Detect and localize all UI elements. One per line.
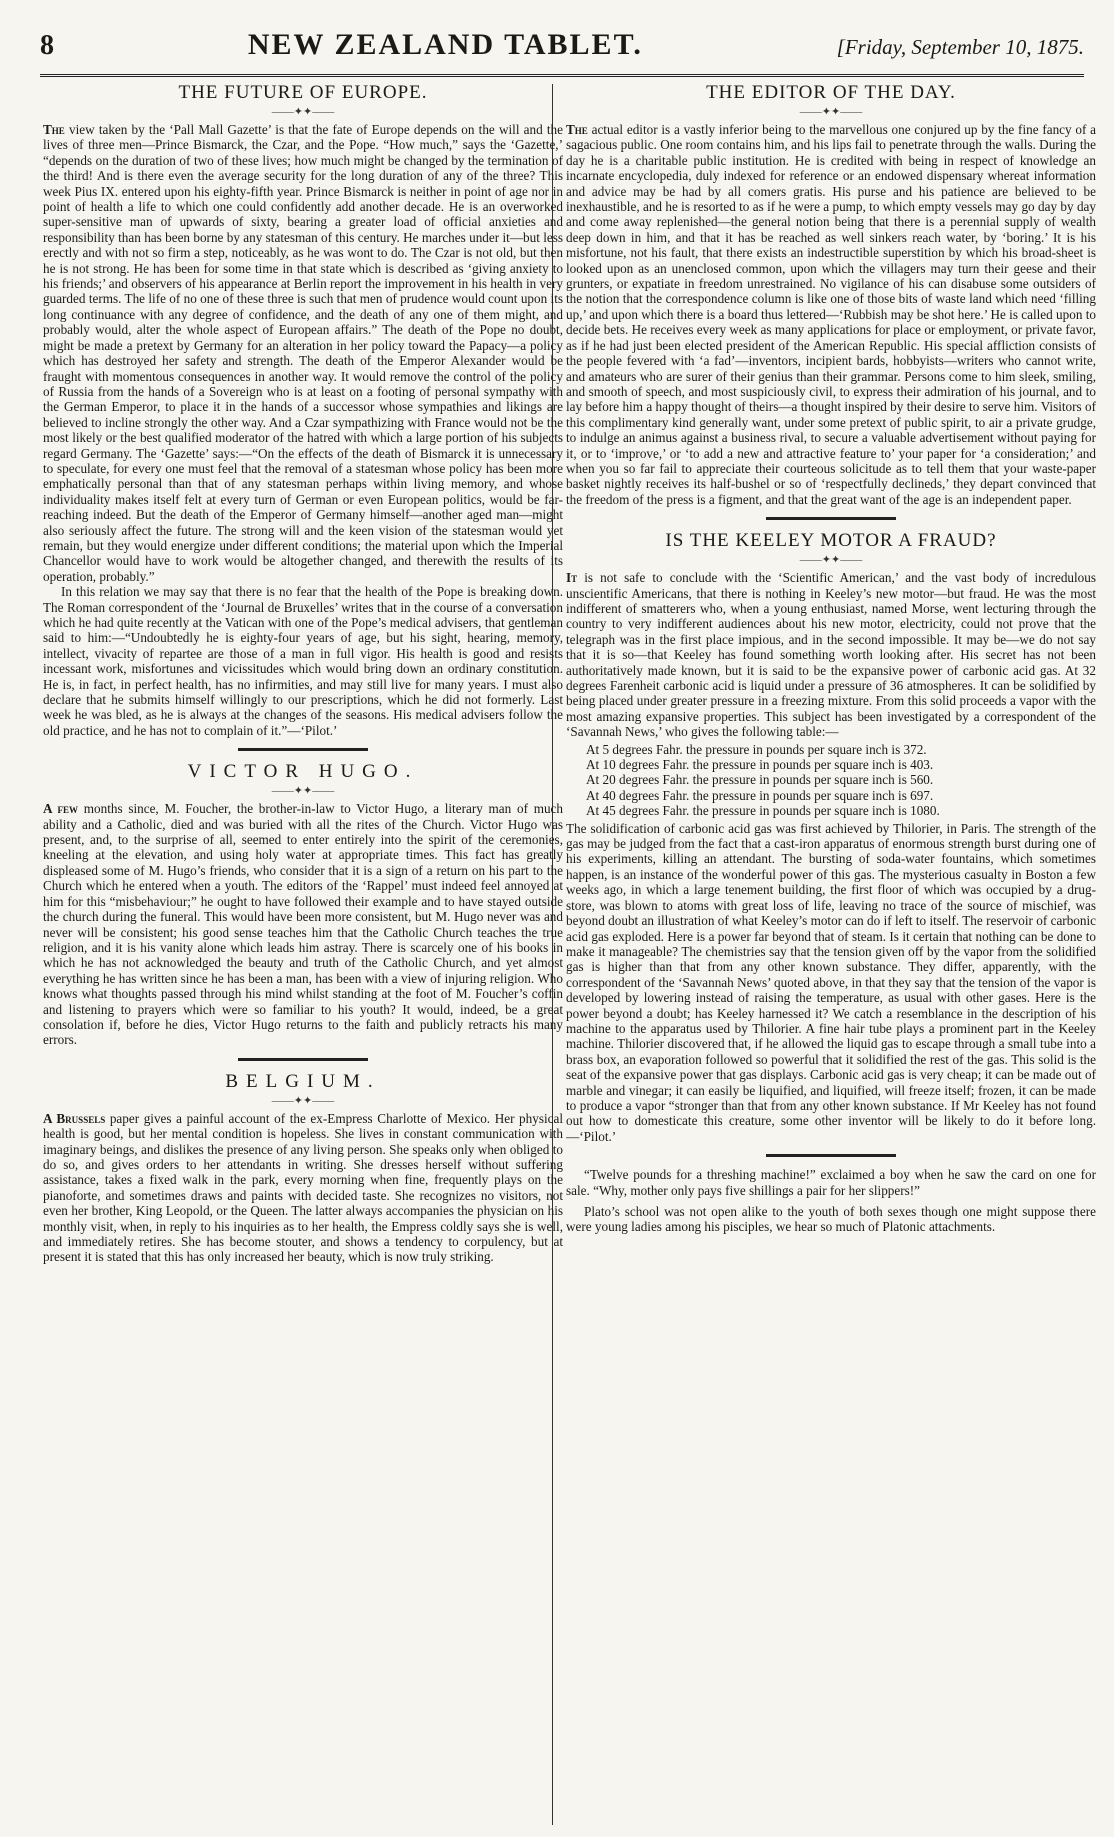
article-heading: THE FUTURE OF EUROPE.: [178, 82, 428, 103]
article-paragraph: [43, 1111, 563, 1265]
table-row: At 20 degrees Fahr. the pressure in pounds per square inch is 560.: [586, 772, 934, 788]
ornament-rule: ——✦✦——: [799, 106, 863, 118]
table-row: At 5 degrees Fahr. the pressure in pounds per square inch is 372.: [586, 741, 927, 757]
lead-word: The: [566, 122, 588, 137]
lead-word: A Brussels: [43, 1110, 106, 1126]
article-paragraph: [566, 122, 1096, 507]
ornament-rule: ——✦✦——: [271, 1094, 335, 1107]
issue-date: [Friday, September 10, 1875.: [836, 35, 1084, 59]
paper-name: NEW ZEALAND TABLET.: [247, 28, 643, 61]
article-keeley-motor: [566, 530, 1096, 1144]
article-paragraph: [43, 122, 563, 584]
lead-word: It: [566, 570, 578, 586]
section-separator: [766, 517, 896, 520]
ornament-rule: ——✦✦——: [799, 554, 863, 567]
article-paragraph: The solidification of carbonic acid gas was first achieved by Thilorier, in Paris. The strength of the gas may be judged from the fact that a cast-iron apparatus of enormous strength burst during one of his experiments, killing an attendant. The bursting of soda-water fountains, which sometimes happen, is an instance of the wonderful power of this gas. The mysterious casualty in Boston a few weeks ago, in which a large tenement building, the first floor of which was occupied by a drug-store, was blown to atoms with great loss of life, leaving no trace of the source of mischief, was beyond doubt an illustration of what Keeley’s motor can do if left to itself. The reservoir of carbonic acid gas exploded. Here is a power far beyond that of steam. Is it certain that nothing can be done to make it manageable? The chemistries say that the tension given off by the vapor from the solidified gas is higher than that from any other known substance. They differ, apparently, with the correspondent of the ‘Savannah News’ quoted above, in that they say that the tension of the vapor is developed by lowering instead of raising the temperature, as usual with other gases. Here is the power beyond a doubt; has Keeley harnessed it? We catch a resemblance in the description of his machine to the apparatus used by Thilorier. A fine hair tube plays a prominent part in the Keeley machine. Thilorier discovered that, if he allowed the liquid gas to escape through a small tube into a brass box, an evaporation followed so powerful that it solidified the rest of the gas. This solid is the seat of the expansive power that gas displays. Carbonic acid gas is very cheap; it can be made out of marble and vinegar; it can easily be liquified, and liquified, will freeze itself; frozen, it can be made to produce a vapor “stronger than that from any other known substance. If Mr Keeley has not found out how to domesticate this creature, some other inventor will be likely to do it before long.—‘Pilot.’: [566, 820, 1096, 1144]
article-belgium: [43, 1071, 563, 1265]
article-heading: VICTOR HUGO.: [187, 761, 419, 783]
article-paragraph: [566, 570, 1096, 739]
paragraph-text: months since, M. Foucher, the brother-in-law to Victor Hugo, a literary man of much ability and a Catholic, died and was buried with all the rites of the Church. Victor Hugo was present, and, to the surprise of all, seemed to enter entirely into the spirit of the ceremonies, kneeling at the elevation, and using holy water at appropriate times. This fact has greatly displeased some of M. Hugo’s friends, who consider that it is a sign of a return on his part to the Church which he entered when a youth. The editors of the ‘Rappel’ must indeed feel annoyed at him for this “misbehaviour;” he ought to have followed their example and to have stayed outside the church during the funeral. This would have been more consistent, but M. Hugo never was and never will be consistent; his good sense teaches him that the Catholic Church teaches the true religion, and it is his vanity alone which leads him astray. There is scarcely one of his books in which he has not acknowledged the beauty and truth of the Catholic Church, and yet almost everything he has written since he has been a man, has been with a view of injuring religion. Who knows what thoughts passed through his mind whilst standing at the foot of M. Foucher’s coffin and listening to prayers which were so familiar to his youth? It would, indeed, be a great consolation if, before he dies, Victor Hugo returns to the faith and publicly retracts his many errors.: [43, 801, 563, 1048]
article-paragraph: In this relation we may say that there is no fear that the health of the Pope is breaking down. The Roman correspondent of the ‘Journal de Bruxelles’ writes that in the course of a conversation which he had quite recently at the Vatican with one of the Pope’s medical advisers, that gentleman said to him:—“Undoubtedly he is eighty-four years of age, but his sight, hearing, memory, intellect, vivacity of repartee are those of a man in full vigor. His health is good and resists incessant work, misfortunes and vicissitudes which would bring down an ordinary constitution. He is, in fact, in perfect health, has no infirmities, and may still live for many years. I must also declare that he submits himself willingly to our prescriptions, which he did not formerly. Last week he was bled, as he is always at the changes of the seasons. His medical advisers follow the old practice, and he has not to complain of it.”—‘Pilot.’: [43, 584, 563, 738]
section-separator: [238, 748, 368, 751]
right-column: [566, 82, 1096, 1825]
anecdote-plato: Plato’s school was not open alike to the youth of both sexes though one might suppose there were young ladies among his pisciples, we hear so much of Platonic attachments.: [566, 1204, 1096, 1235]
masthead: [40, 28, 1084, 70]
page-number: 8: [40, 30, 54, 61]
lead-word: The: [43, 122, 65, 137]
section-separator: [238, 1058, 368, 1061]
lead-word: A few: [43, 801, 79, 817]
left-column: [43, 82, 563, 1825]
article-paragraph: [43, 801, 563, 1048]
article-heading: THE EDITOR OF THE DAY.: [706, 82, 956, 103]
paragraph-text: is not safe to conclude with the ‘Scientific American,’ and the vast body of incredulous unscientific Americans, that there is nothing in Keeley’s new motor—but fraud. He was the most indifferent of smatterers who, when a young enthusiast, named Morse, went lecturing through the country to very indifferent audiences about his new motor, electricity, could not prove that the telegraph was in the first place impious, and in the second impossible. It may be—we do not say that it is so—that Keeley has found something worth looking after. His secret has not been authoritatively made known, but it is said to be the expansive power of carbonic acid gas. At 32 degrees Farenheit carbonic acid is liquid under a pressure of 36 atmospheres. It can be solidified by being placed under greater pressure in a freezing mixture. From this solid proceeds a vapor with the most amazing expansive properties. This subject has been investigated by a correspondent of the ‘Savannah News,’ who gives the following table:—: [566, 570, 1096, 740]
paragraph-text: actual editor is a vastly inferior being to the marvellous one conjured up by the fine fancy of a sagacious public. One room contains him, and his lips fail to penetrate through the walls. During the day he is a charitable public institution. He is credited with being in respect of knowledge an incarnate encyclopedia, duly indexed for reference or an endowed dispensary whereat information and advice may be had by all comers gratis. His purse and his patience are believed to be inexhaustible, and he is resorted to as if he were a pump, to which empty vessels may go day by day and come away replenished—the general notion being that there is a perennial supply of wealth deep down in him, and that it has be reached as well sinkers reach water, by ‘boring.’ It is his misfortune, not his fault, that there exists an indestructible superstition by which his broad-sheet is looked upon as an unenclosed common, upon which the villagers may turn their geese and their grunters, or expatiate in freedom unrestrained. No vigilance of his can disabuse some outsiders of the notion that the correspondence column is like one of those bits of waste land which need ‘filling up,’ and upon which there is a board thus lettered—‘Rubbish may be shot here.’ He is called upon to decide bets. He receives every week as many applications for place or employment, or private favor, as if he had just been elected president of the American Republic. His special affliction consists of the people fevered with ‘a fad’—inventors, incipient bards, hobbyists—writers who cannot write, and amateurs who are surer of their genius than their grammar. Persons come to him sleek, smiling, and smooth of speech, and most suspiciously civil, to express their admiration of his journal, and to lay before him a happy thought of theirs—a thought inspired by their desire to serve him. Visitors of this complimentary kind generally want, under some pretext of public spirit, to air a private grudge, to indulge an animus against a business rival, to secure a valuable advertisement without paying for it, or to ‘improve,’ or ‘to add a new and attractive feature to’ your paper for ‘a consideration;’ and when you so far fail to appreciate their courteous solicitude as to tell them that your waste-paper basket nightly receives its half-bushel or so of ‘respectfully declineds,’ they depart convinced that the freedom of the press is a figment, and that the great want of the age is an independent paper.: [566, 122, 1096, 507]
pressure-table: [586, 742, 1096, 819]
article-victor-hugo: [43, 761, 563, 1048]
table-row: At 10 degrees Fahr. the pressure in pounds per square inch is 403.: [586, 757, 934, 773]
ornament-rule: ——✦✦——: [271, 106, 335, 118]
anecdote-threshing-machine: “Twelve pounds for a threshing machine!” exclaimed a boy when he saw the card on one for sale. “Why, mother only pays five shillings a pair for her slippers!”: [566, 1167, 1096, 1198]
section-separator: [766, 1154, 896, 1157]
paragraph-text: view taken by the ‘Pall Mall Gazette’ is that the fate of Europe depends on the will and the lives of three men—Prince Bismarck, the Czar, and the Pope. “How much,” says the ‘Gazette,’ “depends on the duration of two of these lives; how much might be changed by the termination of the third! And is there even the average security for the long duration of any of the three? This week Pius IX. entered upon his eighty-fifth year. Prince Bismarck is neither in point of age nor in point of health a life to which one could confidently add another decade. He is an overworked super-sensitive man of upwards of sixty, bearing a greater load of official anxieties and responsibility than has been borne by any statesman of this century. He marches under it—but less erectly and with not so firm a step, noticeably, as he was wont to do. The Czar is not old, but then he is not strong. He has been for some time in that state which is described as ‘giving anxiety to his friends;’ and observers of his appearance at Berlin report the improvement in his health in very guarded terms. The life of no one of these three is such that men of prudence would count upon its long continuance with any degree of confidence, and the death of any one of them might, and probably would, alter the whole aspect of European affairs.” The death of the Pope no doubt, might be made a pretext by Germany for an alteration in her policy toward the Papacy—a policy which has destroyed her safety and strength. The death of the Emperor Alexander would be fraught with momentous consequences in another way. It would remove the control of the policy of Russia from the hands of a Sovereign who is at least on a footing of personal sympathy with the German Emperor, to place it in the hands of a successor whose sympathies and likings are believed to incline strongly the other way. And a Czar sympathizing with France would not be the most likely or the best qualified moderator of the hatred with which a large portion of his subjects regard Germany. The ‘Gazette’ says:—“On the effects of the death of Bismarck it is unnecessary to speculate, for every one must feel that the removal of a statesman whose policy has been more emphatically personal than that of any statesman perhaps within living memory, and whose individuality makes itself felt at every turn of German or even European politics, would be far-reaching indeed. But the death of the Emperor of Germany himself—another aged man—might also seriously affect the future. The strong will and the keen vision of the statesman would yet remain, but they would energize under different conditions; the material upon which the Imperial Chancellor would have to work would be altogether changed, and therewith the results of its operation, probably.”: [43, 122, 563, 584]
article-editor-of-the-day: [566, 82, 1096, 507]
article-heading: BELGIUM.: [225, 1070, 381, 1092]
ornament-rule: ——✦✦——: [271, 785, 335, 798]
table-row: At 40 degrees Fahr. the pressure in pounds per square inch is 697.: [586, 787, 934, 803]
article-heading: IS THE KEELEY MOTOR A FRAUD?: [665, 530, 997, 552]
paragraph-text: paper gives a painful account of the ex-Empress Charlotte of Mexico. Her physical health is good, but her mental condition is hopeless. She lives in constant communication with imaginary beings, and dislikes the presence of any living person. She speaks only when obliged to do so, and gives orders to her attendants in writing. She dresses herself without suffering assistance, takes a fixed walk in the park, every morning when fine, frequently plays on the pianoforte, and sometimes draws and paints with decided taste. She recognizes no visitors, not even her brother, King Leopold, or the Queen. The latter always accompanies the physician on his monthly visit, when, in reply to his inquiries as to her health, the Empress coldly says she is well, and immediately retires. She has become stouter, and shows a tendency to corpulency, but at present it is stated that this has only increased her beauty, which is now truly striking.: [43, 1110, 563, 1265]
masthead-rule: [40, 74, 1084, 80]
table-row: At 45 degrees Fahr. the pressure in pounds per square inch is 1080.: [586, 803, 940, 819]
article-future-of-europe: [43, 82, 563, 738]
